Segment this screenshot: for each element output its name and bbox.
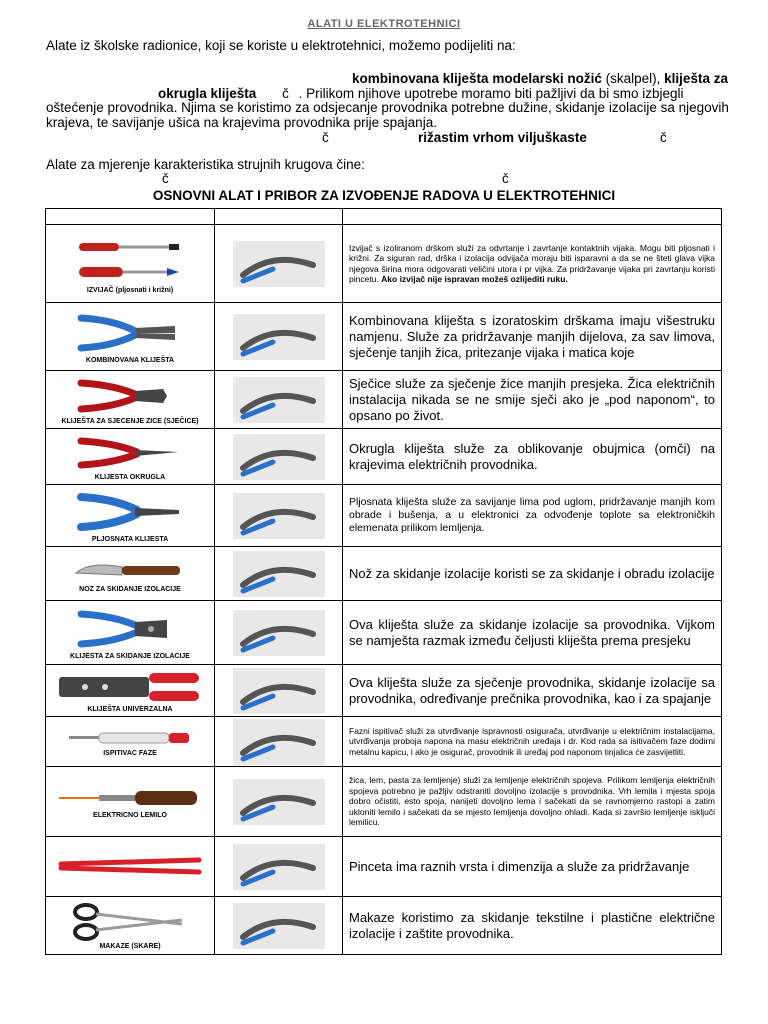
tool-photo — [215, 429, 343, 485]
table-row — [46, 665, 722, 717]
round-pliers-icon — [46, 433, 214, 473]
tool-description — [343, 601, 722, 665]
tool-drawing-cell — [46, 717, 215, 767]
tool-caption: KOMBINOVANA KLIJEŠTA — [85, 356, 175, 364]
table-heading: OSNOVNI ALAT I PRIBOR ZA IZVOĐENJE RADOVA U ELEKTROTEHNICI — [152, 188, 616, 203]
phase-tester-icon — [46, 727, 214, 749]
tool-description-text: žica, lem, pasta za lemljenje) služi za lemljenje električnih spojeva. Prilikom lemljenja električnih spojeva potrebno je pažljiv odstraniti dovoljno izolacije s provodnika. Vrh lemila i mjesta spoja dobro očistiti, esto spoja, nanijeti dovoljno lema i sačekati da se ravnomjerno rastopi a zatim ukloniti lemilo i sačekati da se mjesto lemljenja dovoljno ohladi. Kada si završio lemljenje isključi lemilicu. — [349, 775, 715, 828]
tool-drawing-cell — [46, 547, 215, 601]
pliers-for-term: kliješta za — [664, 71, 728, 86]
tool-photo — [215, 717, 343, 767]
table-row — [46, 601, 722, 665]
table-row — [46, 303, 722, 371]
tool-photo — [215, 303, 343, 371]
tool-description-text: Fazni ispitivač služi za utvrđivanje ispravnosti osigurača, utvrđivanje u električnim instalacijama, utvrđivanja proboja napona na masu električnih uređaja i dr. Kod rada sa isitivačem faze dodirni metalnu kapicu, i ako je osigurač, provodnik ili uređaj pod naponom tinjalica će zasvijetliti. — [349, 725, 715, 757]
strippers-icon — [46, 606, 214, 652]
tool-caption: NOZ ZA SKIDANJE IZOLACIJE — [79, 585, 181, 593]
tool-drawing-cell — [46, 371, 215, 429]
tool-drawing-cell — [46, 767, 215, 837]
scissors-icon — [46, 902, 214, 942]
tool-caption: KLIJEŠTA UNIVERZALNA — [87, 705, 173, 713]
tool-description-text: Nož za skidanje izolacije koristi se za skidanje i obradu izolacije — [349, 565, 715, 581]
tool-drawing-cell — [46, 303, 215, 371]
tool-description — [343, 837, 722, 897]
soldering-iron-icon — [46, 785, 214, 811]
tool-description — [343, 717, 722, 767]
flat-pliers-icon — [46, 489, 214, 535]
tool-photo — [215, 371, 343, 429]
stray-char: č — [660, 130, 667, 145]
tool-description-text: Pljosnata kliješta služe za savijanje lima pod uglom, pridržavanje manjih kom obrade i bušenja, a u elektronici za odvođenje toplote sa elektroničkih elemenata prilikom lemljenja. — [349, 496, 715, 534]
table-row — [46, 225, 722, 303]
scalpel-note: (skalpel), — [605, 71, 661, 86]
combined-pliers-term: kombinovana kliješta — [352, 71, 489, 86]
tool-photo — [215, 837, 343, 897]
table-row — [46, 485, 722, 547]
intro-paragraph: oštećenje provodnika. Njima se koristimo za odsjecanje provodnika potrebne dužine, skidanje izolacije sa njegovih krajeva, te savijanje ušica na krajevima provodnika prije spajanja. — [46, 100, 729, 130]
tool-caption: IZVIJAČ (pljosnati i križni) — [86, 286, 174, 294]
table-row — [46, 547, 722, 601]
tool-caption: PLJOSNATA KLIJESTA — [91, 535, 169, 543]
tool-description — [343, 897, 722, 955]
universal-pliers-icon — [46, 669, 214, 705]
tool-drawing-cell — [46, 225, 215, 303]
tool-drawing-cell — [46, 485, 215, 547]
tool-drawing-cell — [46, 897, 215, 955]
tool-description-text: Makaze koristimo za skidanje tekstilne i plastične električne izolacije i zaštite provodnika. — [349, 909, 715, 941]
knife-icon — [46, 555, 214, 585]
tool-drawing-cell — [46, 601, 215, 665]
tool-description — [343, 225, 722, 303]
tool-description-text: Izvijač s izoliranom drškom služi za odvrtanje i zavrtanje kontaktnih vijaka. Mogu biti pljosnati i križni. Za siguran rad, drška i izolacija odvijača moraju biti isparavni a da se ne šteti glava vijka njegova širina mora odgovarati veličini utora i pr vijka. Za pridržavanje vijaka pri zavrtanju koristi pincetu. — [349, 242, 715, 284]
stray-char: č — [502, 171, 509, 186]
tool-drawing-cell — [46, 837, 215, 897]
tool-photo — [215, 601, 343, 665]
tool-caption: ISPITIVAC FAZE — [103, 749, 157, 757]
tool-caption: ELEKTRICNO LEMILO — [93, 811, 167, 819]
table-row — [46, 429, 722, 485]
table-row — [46, 897, 722, 955]
stray-char: č — [322, 130, 329, 145]
page-title: ALATI U ELEKTROTEHNICI — [307, 18, 461, 30]
intro-line-1: Alate iz školske radionice, koji se koriste u elektrotehnici, možemo podijeliti na: — [46, 38, 516, 53]
table-row — [46, 837, 722, 897]
table-row — [46, 767, 722, 837]
screwdriver-icon — [46, 234, 214, 286]
tool-description-text: Sječice služe za sječenje žice manjih presjeka. Žica električnih instalacija nikada se ne smije sječi ako je „pod naponom“, to opsano po život. — [349, 375, 715, 423]
tool-photo — [215, 485, 343, 547]
tool-photo — [215, 225, 343, 303]
intro-line-3 — [158, 86, 684, 101]
tool-photo — [215, 665, 343, 717]
tool-description-text: Ova kliješta služe za sječenje provodnika, skidanje izolacije sa provodnika, određivanje prečnika provodnika, kao i za spajanje — [349, 674, 715, 706]
tool-description-text: Okrugla kliješta služe za oblikovanje obujmica (omči) na krajevima električnih provodnika. — [349, 440, 715, 472]
tools-table — [45, 208, 722, 955]
tool-photo — [215, 767, 343, 837]
tool-description-text: Kombinovana kliješta s izoratoskim drškama imaju višestruku namjenu. Služe za pridržavanje manjih dijelova, za sav limova, sječenje tanjih žica, pritezanje vijaka i matica koje — [349, 312, 715, 360]
intro-line-7: Alate za mjerenje karakteristika strujnih krugova čine: — [46, 157, 365, 172]
tool-drawing-cell — [46, 665, 215, 717]
tool-caption: KLIJESTA OKRUGLA — [94, 473, 166, 481]
pliers-icon — [46, 310, 214, 356]
table-row — [46, 371, 722, 429]
tool-description — [343, 665, 722, 717]
tool-description — [343, 547, 722, 601]
tool-photo — [215, 897, 343, 955]
fork-tip-term: rižastim vrhom viljuškaste — [418, 130, 587, 145]
model-knife-term: modelarski nožić — [492, 71, 602, 86]
tool-drawing-cell — [46, 429, 215, 485]
tool-description — [343, 485, 722, 547]
tool-caption: KLIJEŠTA ZA SJECENJE ZICE (SJEČICE) — [61, 417, 199, 425]
tool-description — [343, 371, 722, 429]
tool-warning: Ako izvijač nije ispravan možeš ozlijediti ruku. — [381, 274, 568, 284]
tool-description — [343, 303, 722, 371]
tool-description — [343, 429, 722, 485]
tool-photo — [215, 547, 343, 601]
tool-description-text: Pinceta ima raznih vrsta i dimenzija a služe za pridržavanje — [349, 858, 690, 874]
tweezers-icon — [46, 854, 214, 878]
table-header-row — [46, 209, 722, 225]
round-pliers-term: okrugla kliješta — [158, 86, 257, 101]
tool-caption: KLIJESTA ZA SKIDANJE IZOLACIJE — [70, 652, 190, 660]
stray-char: č — [162, 171, 169, 186]
cutters-icon — [46, 375, 214, 417]
tool-description-text: Ova kliješta služe za skidanje izolacije sa provodnika. Vijkom se namješta razmak između čeljusti kliješta prema presjeku — [349, 616, 715, 648]
tool-description — [343, 767, 722, 837]
table-row — [46, 717, 722, 767]
intro-line-3-text: . Prilikom njihove upotrebe moramo biti pažljivi da bi smo izbjegli — [298, 86, 684, 101]
intro-line-2 — [352, 71, 728, 86]
tool-caption: MAKAZE (SKARE) — [99, 942, 161, 950]
stray-char: č — [282, 86, 289, 101]
